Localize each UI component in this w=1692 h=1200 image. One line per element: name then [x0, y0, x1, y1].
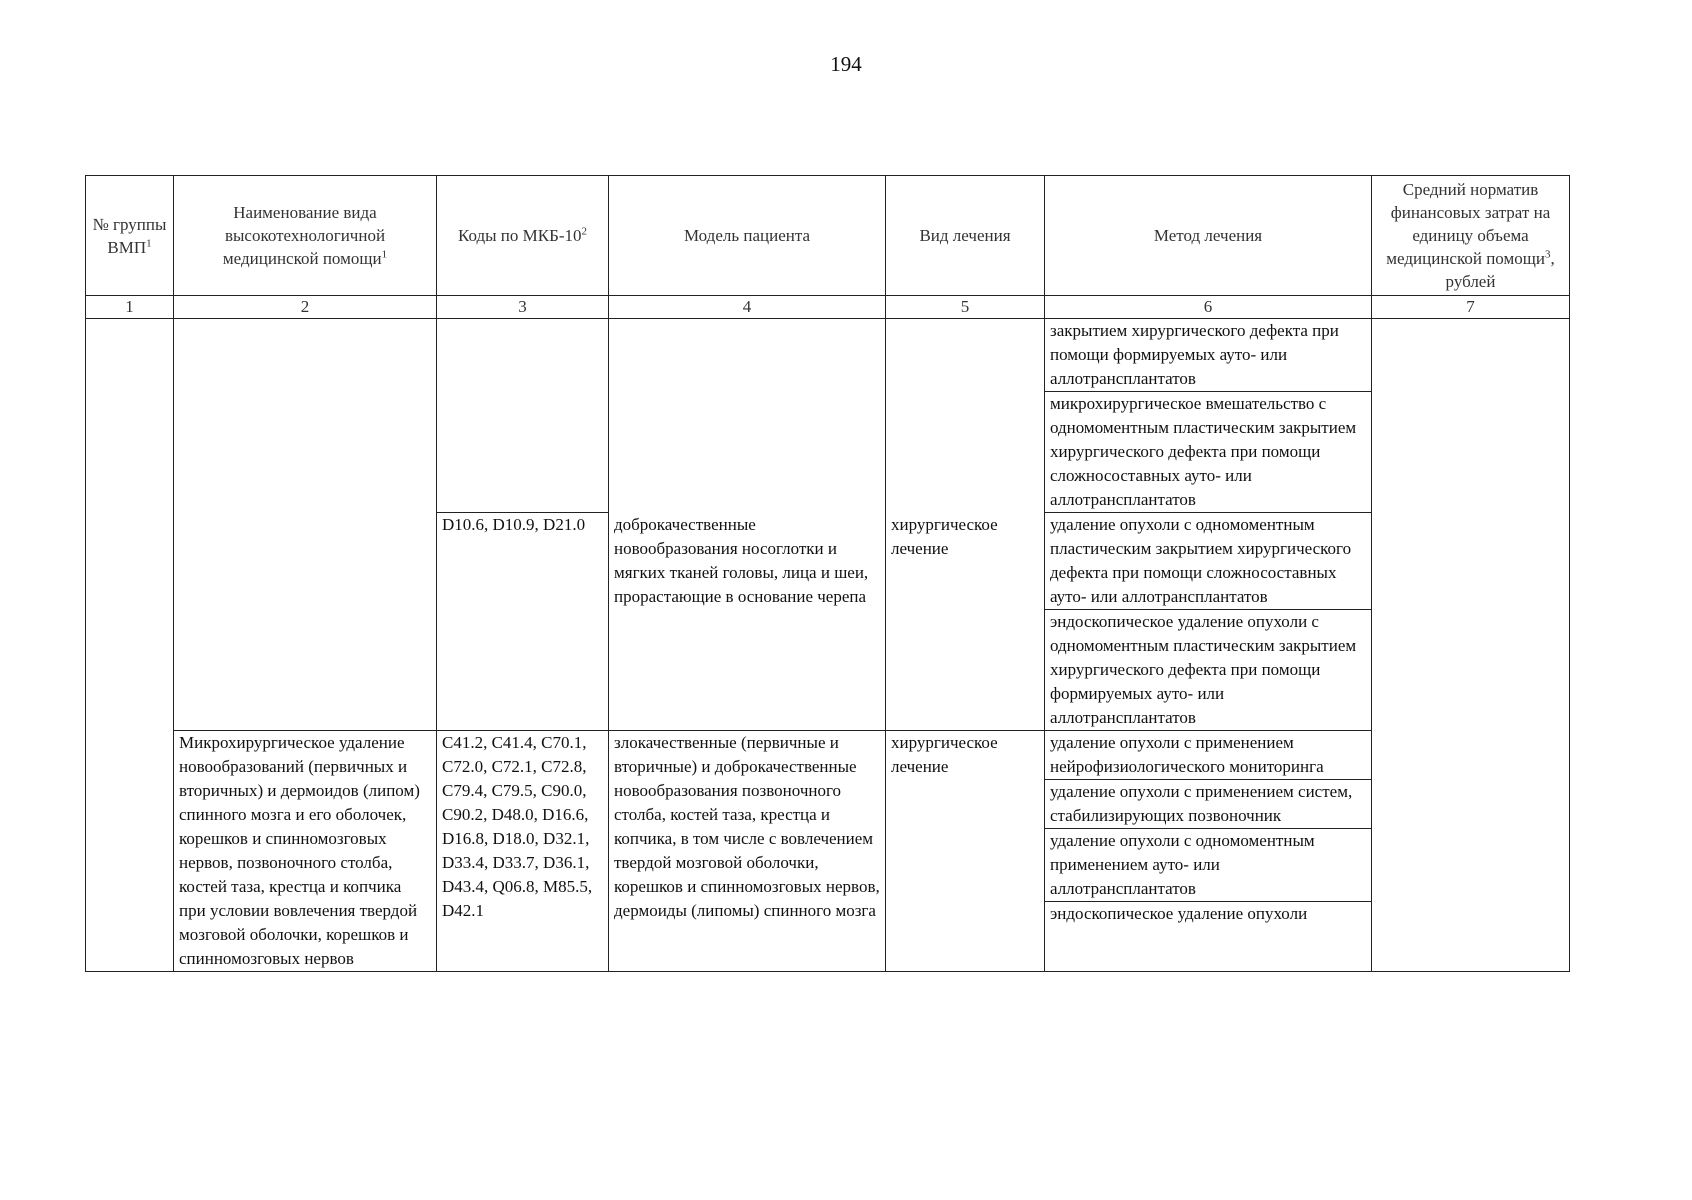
- patient-model-cell: злокачественные (первичные и вторичные) и доброкачественные новообразования позвоночного столба, костей таза, крестца и копчика, в том числе с вовлечением твердой мозговой оболочки, корешков и спинномозговых нервов, дермоиды (липомы) спинного мозга: [609, 731, 886, 972]
- column-number: 5: [886, 296, 1045, 319]
- method-item: закрытием хирургического дефекта при помощи формируемых ауто- или аллотрансплантатов: [1045, 319, 1371, 392]
- column-number: 4: [609, 296, 886, 319]
- icd-codes-cell: D10.6, D10.9, D21.0: [437, 513, 609, 731]
- column-number: 1: [86, 296, 174, 319]
- patient-model-cell: доброкачественные новообразования носоглотки и мягких тканей головы, лица и шеи, прорастающие в основание черепа: [609, 513, 886, 731]
- column-numbers-row: [86, 296, 1570, 319]
- method-item: микрохирургическое вмешательство с одномоментным пластическим закрытием хирургического дефекта при помощи сложносоставных ауто- или аллотрансплантатов: [1050, 394, 1357, 509]
- treatment-type-cell: [886, 319, 1045, 513]
- column-number: 2: [174, 296, 437, 319]
- method-item: удаление опухоли с одномоментным пластическим закрытием хирургического дефекта при помощи сложносоставных ауто- или аллотрансплантатов: [1045, 513, 1371, 610]
- group-number-cell: [86, 319, 174, 972]
- method-item: удаление опухоли с одномоментным применением ауто- или аллотрансплантатов: [1045, 829, 1371, 902]
- header-cost-standard: Средний норматив финансовых затрат на единицу объема медицинской помощи$^3$, рублей: [1372, 176, 1570, 296]
- treatment-method-cell: [1045, 319, 1372, 513]
- treatment-type-cell: хирургическое лечение: [886, 731, 1045, 972]
- method-item: эндоскопическое удаление опухоли: [1050, 904, 1308, 923]
- patient-model-cell: [609, 319, 886, 513]
- treatment-type-cell: хирургическое лечение: [886, 513, 1045, 731]
- icd-codes-cell: [437, 319, 609, 513]
- header-row: [86, 176, 1570, 296]
- page-number: 194: [830, 52, 862, 76]
- header-icd-codes: Коды по МКБ-$10^2$: [437, 176, 609, 296]
- method-item: эндоскопическое удаление опухоли с одномоментным пластическим закрытием хирургического дефекта при помощи формируемых ауто- или аллотрансплантатов: [1050, 612, 1357, 727]
- header-patient-model: Модель пациента: [609, 176, 886, 296]
- table-row: [86, 319, 1570, 513]
- treatment-method-cell: [1045, 513, 1372, 731]
- column-number: 3: [437, 296, 609, 319]
- header-care-type-name: Наименование вида высокотехнологичной медицинской помощи$^1$: [174, 176, 437, 296]
- header-group-number: № группы ВМП$^1$: [86, 176, 174, 296]
- treatment-method-cell: [1045, 731, 1372, 972]
- cost-standard-cell: [1372, 319, 1570, 972]
- icd-codes-cell: C41.2, C41.4, C70.1, C72.0, C72.1, C72.8, C79.4, C79.5, C90.0, C90.2, D48.0, D16.6, D16.8, D18.0, D32.1, D33.4, D33.7, D36.1, D43.4, Q06.8, M85.5, D42.1: [437, 731, 609, 972]
- header-treatment-type: Вид лечения: [886, 176, 1045, 296]
- column-number: 7: [1372, 296, 1570, 319]
- table-row: [86, 731, 1570, 972]
- vmp-table: [85, 175, 1570, 972]
- care-type-name-cell: Микрохирургическое удаление новообразований (первичных и вторичных) и дермоидов (липом) спинного мозга и его оболочек, корешков и спинномозговых нервов, позвоночного столба, костей таза, крестца и копчика при условии вовлечения твердой мозговой оболочки, корешков и спинномозговых нервов: [174, 731, 437, 972]
- method-item: удаление опухоли с применением систем, стабилизирующих позвоночник: [1045, 780, 1371, 829]
- care-type-name-cell: [174, 319, 437, 731]
- column-number: 6: [1045, 296, 1372, 319]
- method-item: удаление опухоли с применением нейрофизиологического мониторинга: [1045, 731, 1371, 780]
- header-treatment-method: Метод лечения: [1045, 176, 1372, 296]
